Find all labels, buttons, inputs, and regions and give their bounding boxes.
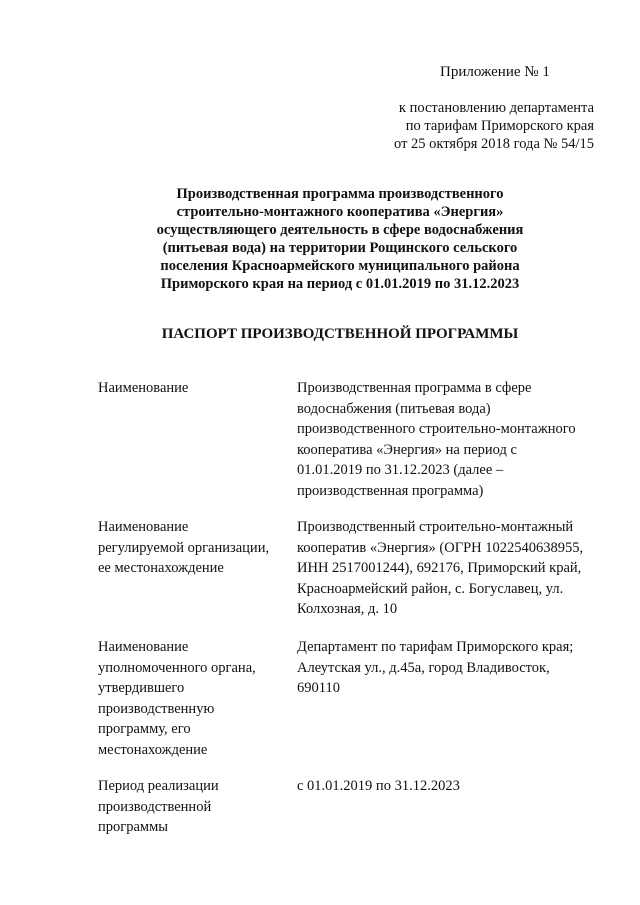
label-line: ее местонахождение [98, 560, 224, 576]
value-line: Красноармейский район, с. Богуславец, ул. [297, 580, 564, 597]
row-value [297, 517, 607, 620]
label-line: Наименование [98, 639, 189, 655]
row-value [297, 378, 607, 501]
value-line: производственного строительно-монтажного [297, 421, 576, 437]
title-line: (питьевая вода) на территории Рощинского сельского [162, 240, 518, 256]
row-label [98, 776, 283, 838]
label-line: программы [98, 819, 168, 835]
row-value [297, 637, 607, 699]
label-line: утвердившего [98, 680, 185, 696]
value-line: производственная программа) [297, 482, 484, 499]
annex-reference [394, 99, 594, 153]
row-label [98, 517, 283, 579]
value-line: водоснабжения (питьевая вода) [297, 400, 491, 417]
value-line: ИНН 2517001244), 692176, Приморский край, [297, 560, 582, 576]
value-line: кооператива «Энергия» на период с [297, 441, 517, 458]
value-line: Департамент по тарифам Приморского края; [297, 639, 574, 655]
label-line: Период реализации [98, 778, 219, 794]
title-line: строительно-монтажного кооператива «Энергия» [176, 204, 504, 220]
annex-title: Приложение № 1 [440, 64, 550, 80]
value-line: Алеутская ул., д.45а, город Владивосток, [297, 659, 550, 676]
annex-line: к постановлению департамента [398, 100, 594, 116]
value-line: 690110 [297, 680, 340, 696]
passport-heading: ПАСПОРТ ПРОИЗВОДСТВЕННОЙ ПРОГРАММЫ [161, 326, 519, 342]
label-line: Наименование [98, 519, 189, 535]
title-line: Приморского края на период с 01.01.2019 по 31.12.2023 [160, 276, 520, 292]
label-line: местонахождение [98, 741, 208, 758]
value-line: Производственная программа в сфере [297, 380, 532, 396]
value-line: кооператив «Энергия» (ОГРН 1022540638955, [297, 539, 584, 556]
row-value [297, 776, 607, 797]
annex-line: по тарифам Приморского края [405, 118, 594, 134]
value-line: с 01.01.2019 по 31.12.2023 [297, 778, 460, 794]
row-label [98, 378, 283, 399]
label-line: уполномоченного органа, [98, 659, 256, 676]
row-label [98, 637, 283, 760]
label-line: регулируемой организации, [98, 539, 270, 556]
value-line: 01.01.2019 по 31.12.2023 (далее – [297, 462, 504, 478]
label-line: производственную [98, 700, 215, 717]
annex-line: от 25 октября 2018 года № 54/15 [394, 136, 594, 152]
label-line: программу, его [98, 721, 191, 737]
title-line: поселения Красноармейского муниципального района [160, 258, 520, 274]
value-line: Колхозная, д. 10 [297, 601, 398, 617]
title-line: осуществляющего деятельность в сфере водоснабжения [156, 222, 524, 238]
label-line: производственной [98, 798, 212, 815]
title-line: Производственная программа производственного [176, 186, 504, 202]
value-line: Производственный строительно-монтажный [297, 519, 574, 535]
label-line: Наименование [98, 380, 189, 396]
document-title [100, 185, 580, 293]
